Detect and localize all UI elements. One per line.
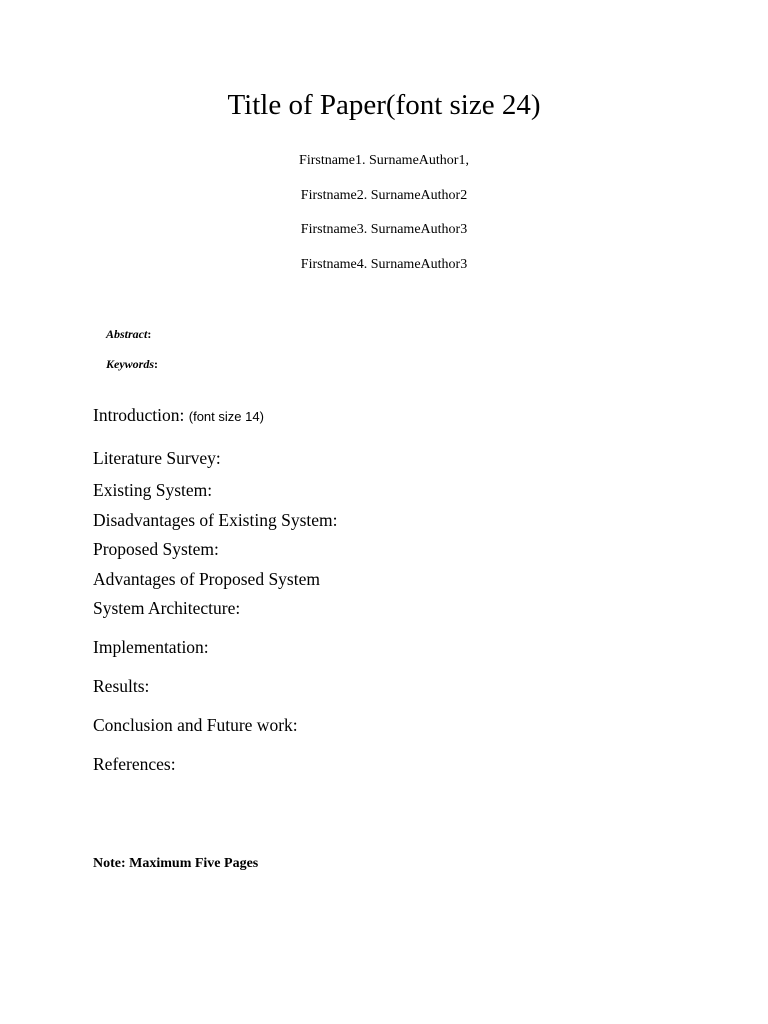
heading-advantages: Advantages of Proposed System [93, 569, 320, 589]
heading-implementation: Implementation: [93, 637, 209, 657]
heading-proposed-system: Proposed System: [93, 539, 219, 559]
keywords-label-text: Keywords [106, 357, 154, 371]
abstract-label-text: Abstract [106, 327, 148, 341]
abstract-label [106, 326, 151, 342]
author-line-4: Firstname4. SurnameAuthor3 [300, 257, 468, 272]
heading-introduction [93, 404, 264, 428]
heading-literature-survey: Literature Survey: [93, 448, 221, 468]
author-line-3: Firstname3. SurnameAuthor3 [300, 222, 468, 237]
page-limit-note: Note: Maximum Five Pages [93, 856, 259, 871]
heading-disadvantages: Disadvantages of Existing System: [93, 510, 338, 530]
heading-system-architecture: System Architecture: [93, 598, 241, 618]
heading-references: References: [93, 754, 176, 774]
heading-results: Results: [93, 676, 150, 696]
keywords-colon: : [154, 357, 158, 371]
introduction-text: Introduction: [93, 405, 185, 425]
heading-conclusion: Conclusion and Future work: [93, 715, 298, 735]
author-line-2: Firstname2. SurnameAuthor2 [300, 188, 468, 203]
paper-title: Title of Paper(font size 24) [227, 89, 541, 121]
abstract-colon: : [147, 327, 152, 341]
author-line-1: Firstname1. SurnameAuthor1, [299, 153, 469, 168]
heading-existing-system: Existing System: [93, 480, 213, 500]
keywords-label [106, 356, 158, 372]
introduction-font-note: (font size 14) [188, 409, 264, 424]
